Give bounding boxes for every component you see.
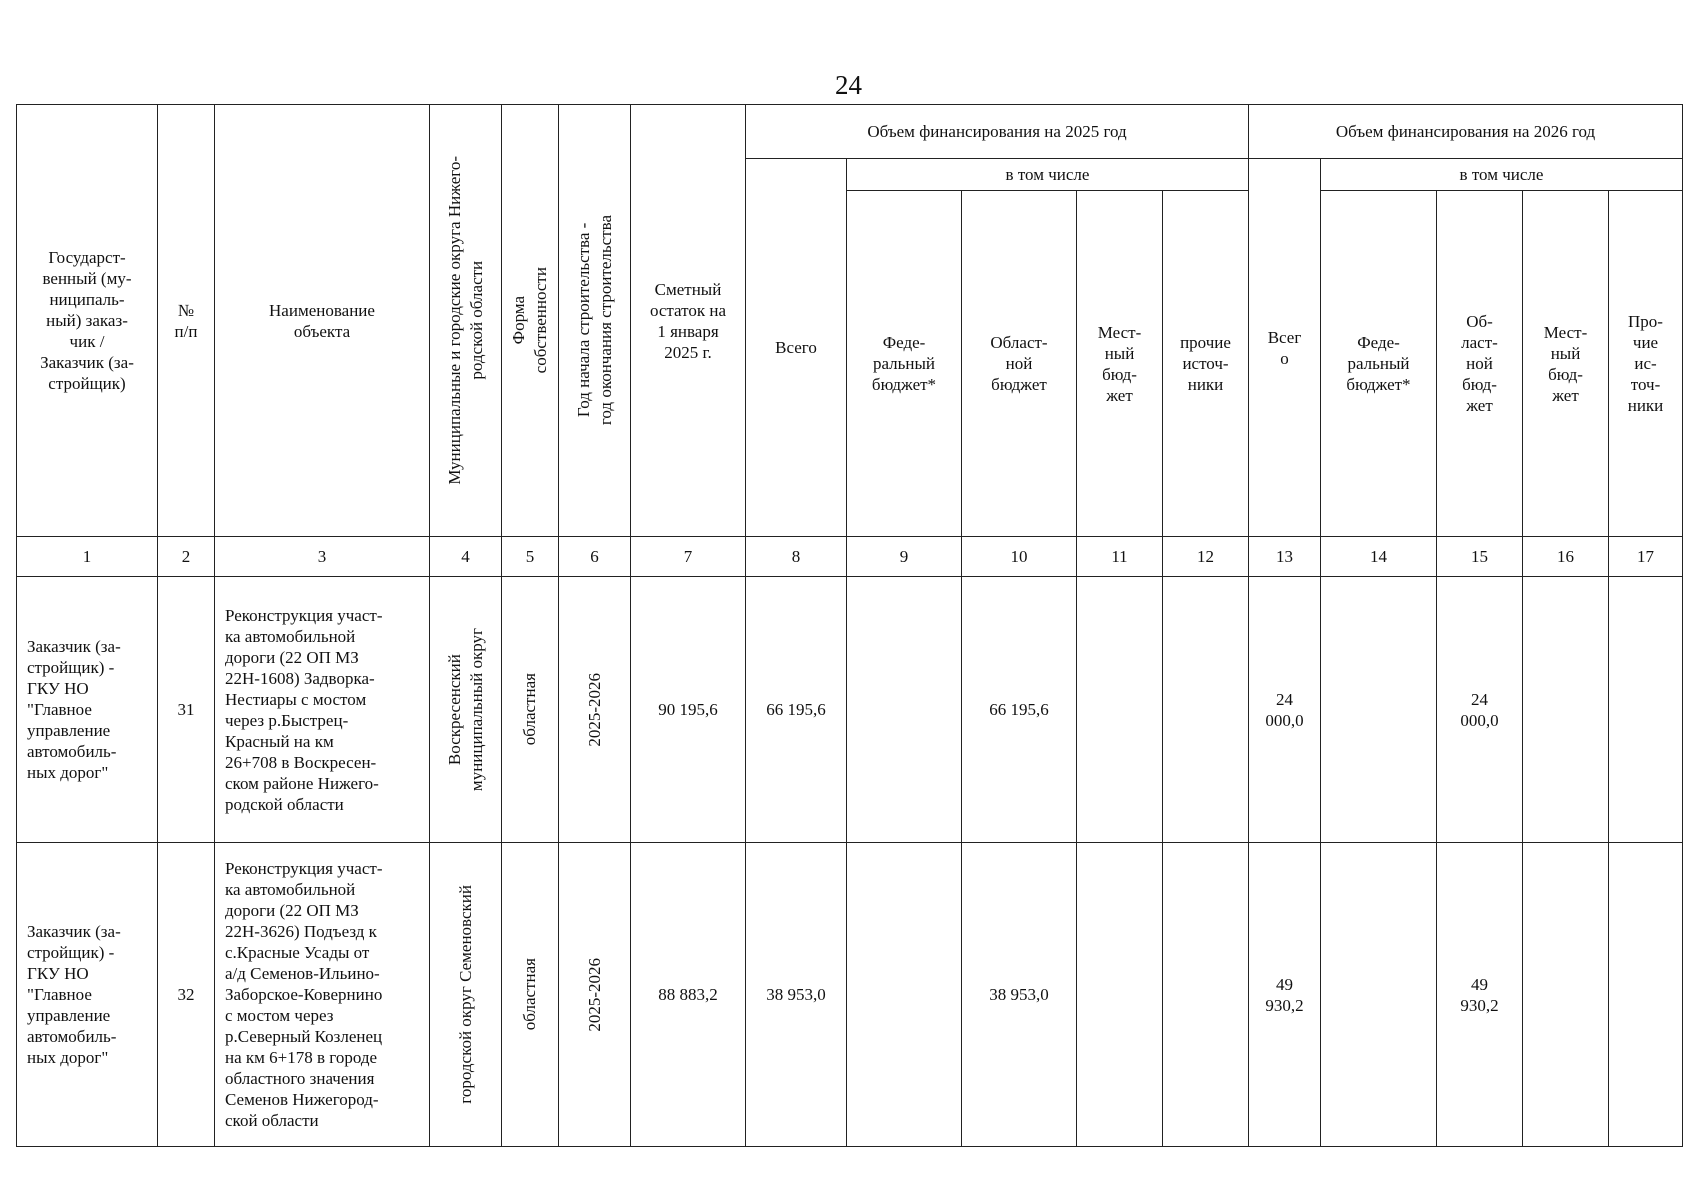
header-including-2026: в том числе	[1321, 159, 1683, 191]
header-total-2025: Всего	[746, 159, 847, 537]
column-number: 17	[1609, 537, 1683, 577]
years-cell	[559, 577, 631, 843]
financing-table	[16, 104, 1683, 1147]
header-federal-2026: Феде- ральный бюджет*	[1321, 191, 1437, 537]
regional-2025-cell: 38 953,0	[962, 843, 1077, 1147]
column-number: 2	[158, 537, 215, 577]
municipality-cell	[430, 843, 502, 1147]
column-number: 13	[1249, 537, 1321, 577]
local-2026-cell	[1523, 843, 1609, 1147]
header-other-2026: Про- чие ис- точ- ники	[1609, 191, 1683, 537]
estimate-cell: 90 195,6	[631, 577, 746, 843]
column-number: 10	[962, 537, 1077, 577]
object-name-cell: Реконструкция участ- ка автомобильной дороги (22 ОП МЗ 22Н-3626) Подъезд к с.Красные Усады от а/д Семенов-Ильино- Заборское-Ковернино с мостом через р.Северный Козленец на км 6+178 в городе областного значения Семенов Нижегород- ской области	[215, 843, 430, 1147]
other-2026-cell	[1609, 577, 1683, 843]
column-number: 9	[847, 537, 962, 577]
federal-2026-cell	[1321, 577, 1437, 843]
local-2026-cell	[1523, 577, 1609, 843]
header-regional-2026: Об- ласт- ной бюд- жет	[1437, 191, 1523, 537]
header-ownership: Форма собственности	[509, 267, 550, 374]
table-row	[17, 843, 1683, 1147]
header-estimate: Сметный остаток на 1 января 2025 г.	[631, 105, 746, 537]
column-number: 11	[1077, 537, 1163, 577]
column-number: 4	[430, 537, 502, 577]
column-number: 8	[746, 537, 847, 577]
header-num: № п/п	[158, 105, 215, 537]
other-2026-cell	[1609, 843, 1683, 1147]
header-other-2025: прочие источ- ники	[1163, 191, 1249, 537]
total-2025-cell: 66 195,6	[746, 577, 847, 843]
ownership-text: областная	[520, 958, 539, 1031]
federal-2026-cell	[1321, 843, 1437, 1147]
ownership-cell	[502, 843, 559, 1147]
header-municipality: Муниципальные и городские округа Нижего- родской области	[444, 156, 486, 485]
federal-2025-cell	[847, 843, 962, 1147]
municipality-text: Воскресенский муниципальный округ	[444, 627, 486, 792]
header-local-2026: Мест- ный бюд- жет	[1523, 191, 1609, 537]
row-number-cell: 31	[158, 577, 215, 843]
header-fin-2025: Объем финансирования на 2025 год	[746, 105, 1249, 159]
other-2025-cell	[1163, 577, 1249, 843]
header-years: Год начала строительства - год окончания строительства	[573, 215, 615, 426]
header-total-2026: Всег о	[1249, 159, 1321, 537]
ownership-cell	[502, 577, 559, 843]
column-number: 6	[559, 537, 631, 577]
total-2026-cell: 24 000,0	[1249, 577, 1321, 843]
header-fin-2026: Объем финансирования на 2026 год	[1249, 105, 1683, 159]
column-number: 3	[215, 537, 430, 577]
local-2025-cell	[1077, 577, 1163, 843]
header-local-2025: Мест- ный бюд- жет	[1077, 191, 1163, 537]
column-number: 12	[1163, 537, 1249, 577]
regional-2026-cell: 24 000,0	[1437, 577, 1523, 843]
header-regional-2025: Област- ной бюджет	[962, 191, 1077, 537]
header-name: Наименование объекта	[215, 105, 430, 537]
regional-2026-cell: 49 930,2	[1437, 843, 1523, 1147]
municipality-cell	[430, 577, 502, 843]
column-number-row	[17, 537, 1683, 577]
years-text: 2025-2026	[584, 672, 604, 747]
column-number: 15	[1437, 537, 1523, 577]
years-cell	[559, 843, 631, 1147]
header-federal-2025: Феде- ральный бюджет*	[847, 191, 962, 537]
ownership-text: областная	[520, 673, 539, 746]
header-years-cell	[559, 105, 631, 537]
header-customer: Государст- венный (му- ниципаль- ный) заказ- чик / Заказчик (за- стройщик)	[17, 105, 158, 537]
column-number: 16	[1523, 537, 1609, 577]
table-row	[17, 577, 1683, 843]
customer-cell: Заказчик (за- стройщик) - ГКУ НО "Главное управление автомобиль- ных дорог"	[17, 843, 158, 1147]
municipality-text: городской округ Семеновский	[455, 885, 475, 1104]
customer-cell: Заказчик (за- стройщик) - ГКУ НО "Главное управление автомобиль- ных дорог"	[17, 577, 158, 843]
federal-2025-cell	[847, 577, 962, 843]
total-2026-cell: 49 930,2	[1249, 843, 1321, 1147]
object-name-cell: Реконструкция участ- ка автомобильной дороги (22 ОП МЗ 22Н-1608) Задворка- Нестиары с мостом через р.Быстрец- Красный на км 26+708 в Воскресен- ском районе Нижего- родской области	[215, 577, 430, 843]
header-ownership-cell	[502, 105, 559, 537]
years-text: 2025-2026	[584, 957, 604, 1032]
estimate-cell: 88 883,2	[631, 843, 746, 1147]
column-number: 14	[1321, 537, 1437, 577]
column-number: 7	[631, 537, 746, 577]
page-number: 24	[835, 70, 862, 100]
header-including-2025: в том числе	[847, 159, 1249, 191]
header-municipality-cell	[430, 105, 502, 537]
column-number: 1	[17, 537, 158, 577]
column-number: 5	[502, 537, 559, 577]
local-2025-cell	[1077, 843, 1163, 1147]
total-2025-cell: 38 953,0	[746, 843, 847, 1147]
row-number-cell: 32	[158, 843, 215, 1147]
other-2025-cell	[1163, 843, 1249, 1147]
regional-2025-cell: 66 195,6	[962, 577, 1077, 843]
